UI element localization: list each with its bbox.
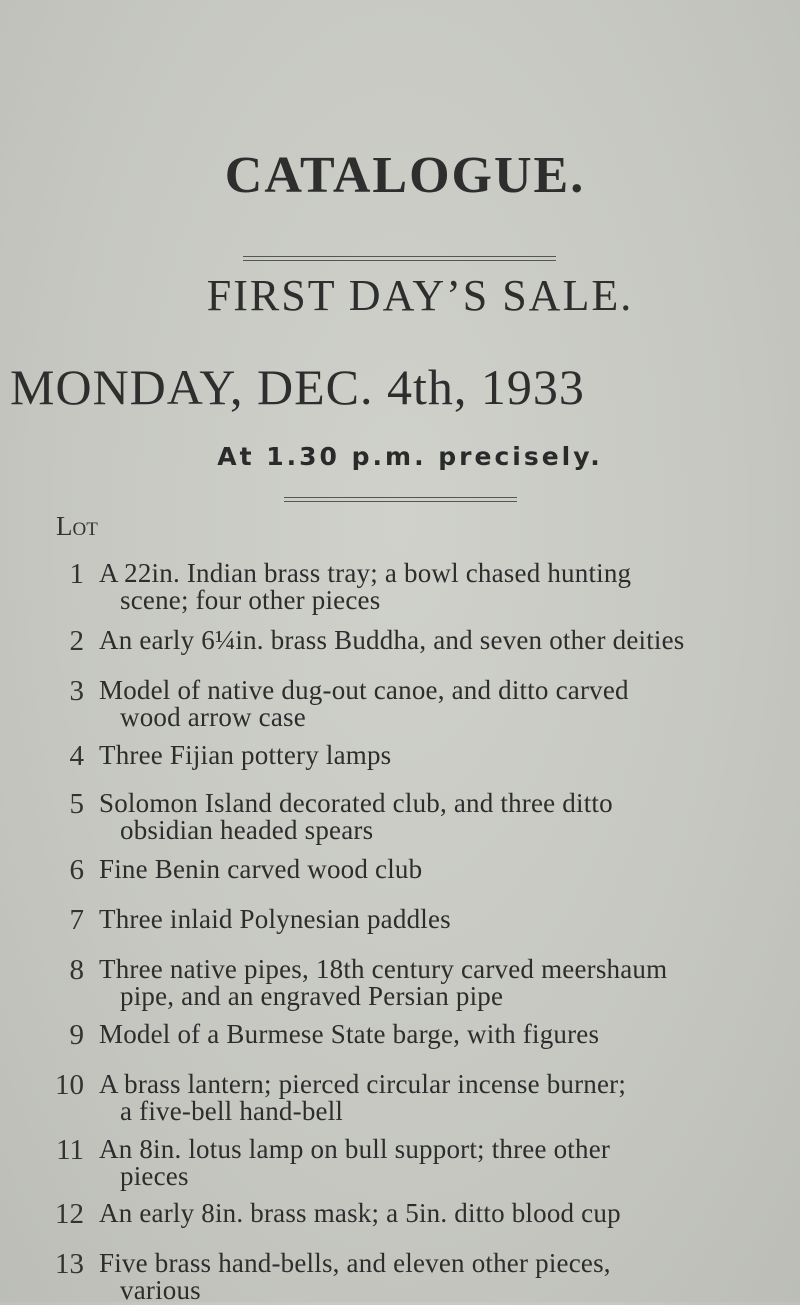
lot-description-line: A 22in. Indian brass tray; a bowl chased hunting (99, 558, 632, 588)
lot-column-header: Lot (56, 511, 98, 541)
catalogue-title: CATALOGUE. (224, 147, 586, 204)
lot-description (99, 1136, 694, 1190)
lot-description-line: A brass lantern; pierced circular incense burner; (99, 1069, 627, 1099)
sale-subtitle: FIRST DAY’S SALE. (206, 271, 634, 320)
lot-description-line: An early 6¼in. brass Buddha, and seven other deities (99, 625, 685, 655)
lot-description (99, 1250, 694, 1304)
lot-description-line: pipe, and an engraved Persian pipe (120, 981, 504, 1011)
lot-description (99, 906, 694, 933)
lot-description-line: An 8in. lotus lamp on bull support; three other (99, 1134, 611, 1164)
lot-description-line: obsidian headed spears (120, 815, 374, 845)
lot-description-line: wood arrow case (120, 702, 306, 732)
lot-description (99, 856, 694, 883)
lot-number: 6 (69, 854, 84, 886)
lot-description (99, 627, 694, 654)
lot-number: 4 (69, 740, 84, 772)
lot-description-line: Fine Benin carved wood club (99, 854, 423, 884)
lot-description-line: pieces (120, 1161, 189, 1191)
lot-description-line: a five-bell hand-bell (120, 1096, 344, 1126)
sale-time: At 1.30 p.m. precisely. (217, 442, 603, 471)
lot-number: 13 (55, 1248, 84, 1280)
lot-number: 10 (55, 1069, 84, 1101)
lot-description-line: Three native pipes, 18th century carved meershaum (99, 954, 668, 984)
lot-description (99, 1200, 694, 1227)
lot-description-line: Model of native dug-out canoe, and ditto carved (99, 675, 629, 705)
lot-number: 11 (56, 1134, 84, 1166)
lot-description-line: scene; four other pieces (120, 585, 381, 615)
lot-description (99, 742, 694, 769)
time-divider (284, 497, 517, 498)
lot-description (99, 560, 694, 614)
lot-number: 5 (69, 788, 84, 820)
sale-date: MONDAY, DEC. 4th, 1933 (10, 359, 585, 415)
lot-description (99, 1021, 694, 1048)
lot-description-line: An early 8in. brass mask; a 5in. ditto blood cup (99, 1198, 621, 1228)
lot-description (99, 956, 694, 1010)
title-divider (243, 256, 556, 257)
lot-number: 8 (69, 954, 84, 986)
lot-description (99, 1071, 694, 1125)
lot-number: 1 (69, 558, 84, 590)
lot-description (99, 790, 694, 844)
lot-number: 3 (69, 675, 84, 707)
lot-number: 2 (69, 625, 84, 657)
lot-number: 12 (55, 1198, 84, 1230)
lot-description-line: Five brass hand-bells, and eleven other pieces, (99, 1248, 611, 1278)
lot-description-line: Three inlaid Polynesian paddles (99, 904, 451, 934)
lot-description-line: Model of a Burmese State barge, with figures (99, 1019, 600, 1049)
lot-description-line: Solomon Island decorated club, and three ditto (99, 788, 613, 818)
lot-number: 7 (69, 904, 84, 936)
lot-number: 9 (69, 1019, 84, 1051)
lot-description-line: various (120, 1275, 201, 1305)
lot-description (99, 677, 694, 731)
lot-description-line: Three Fijian pottery lamps (99, 740, 392, 770)
